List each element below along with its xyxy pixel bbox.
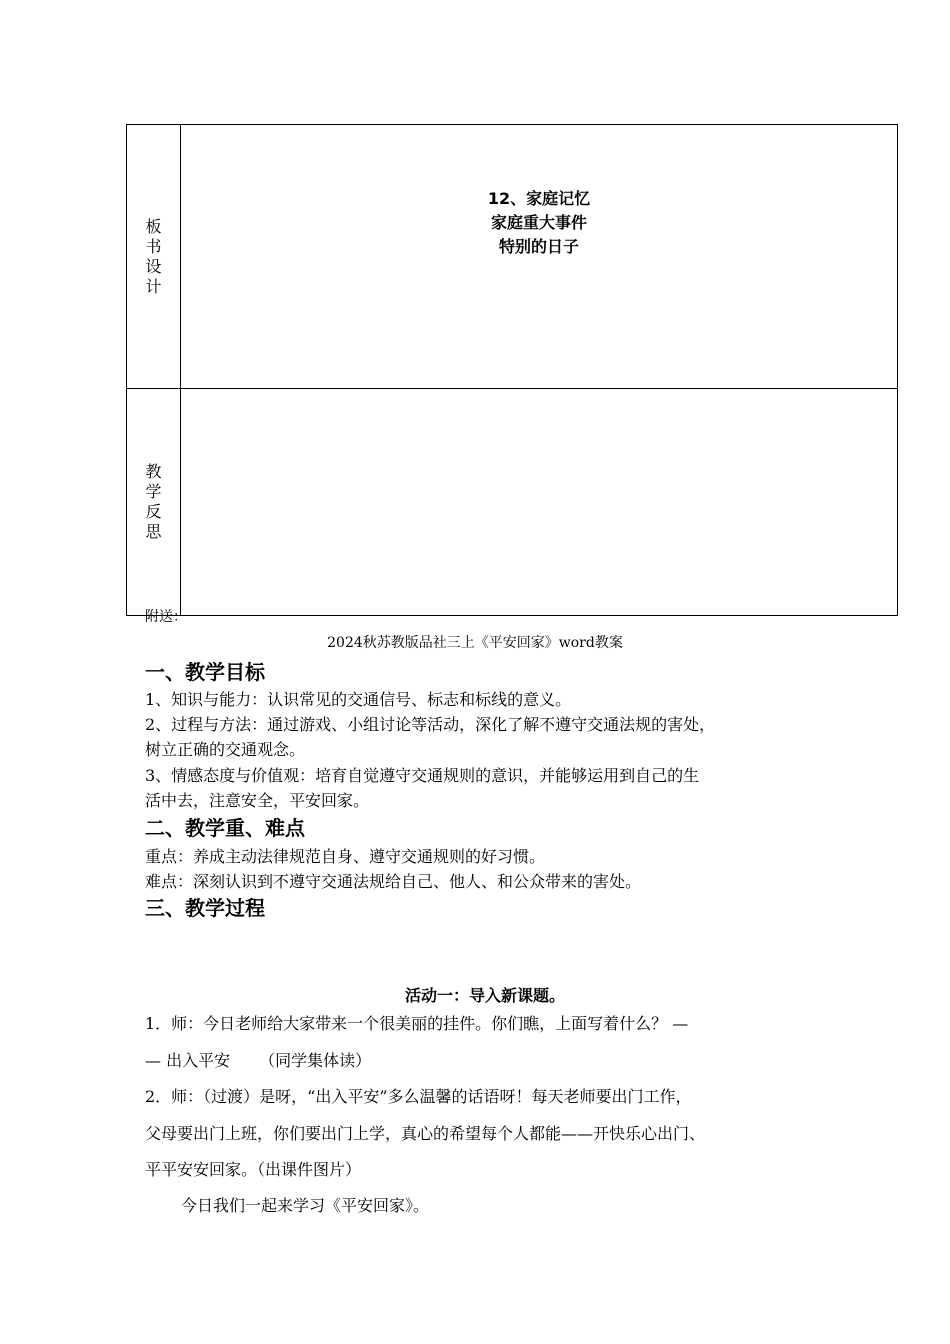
board-line-2: 家庭重大事件	[490, 213, 587, 232]
reflection-row	[127, 389, 898, 616]
goal-3-line-2: 活中去，注意安全，平安回家。	[145, 791, 370, 810]
reflection-label: 教学反思	[145, 462, 162, 541]
board-design-row	[127, 125, 898, 389]
goals-heading: 一、教学目标	[145, 660, 265, 684]
goal-1: 1、知识与能力：认识常见的交通信号、标志和标线的意义。	[145, 690, 572, 709]
activity-line-1: 1．师：今日老师给大家带来一个很美丽的挂件。你们瞧，上面写着什么？ —	[145, 1014, 689, 1033]
activity-line-2: — 出入平安 （同学集体读）	[145, 1051, 372, 1070]
key-point: 重点：养成主动法律规范自身、遵守交通规则的好习惯。	[145, 847, 546, 866]
activity-line-3: 2．师：（过渡）是呀，“出入平安”多么温馨的话语呀！每天老师要出门工作，	[145, 1087, 692, 1106]
appendix-title: 2024秋苏教版品社三上《平安回家》word教案	[327, 635, 623, 651]
goal-2-line-1: 2、过程与方法：通过游戏、小组讨论等活动，深化了解不遵守交通法规的害处，	[145, 715, 716, 734]
activity-title: 活动一：导入新课题。	[404, 986, 565, 1005]
reflection-label-cell	[127, 389, 181, 616]
board-design-content	[181, 125, 898, 389]
board-line-1: 12、家庭记忆	[487, 189, 591, 208]
activity-line-6: 今日我们一起来学习《平安回家》。	[181, 1196, 430, 1215]
reflection-content	[181, 389, 898, 616]
lesson-table	[126, 124, 898, 616]
goal-2-line-2: 树立正确的交通观念。	[145, 740, 306, 759]
activity-line-5: 平平安安回家。（出课件图片）	[145, 1160, 362, 1179]
board-line-3: 特别的日子	[498, 237, 579, 256]
appendix-label: 附送：	[145, 609, 187, 625]
goal-3-line-1: 3、情感态度与价值观：培育自觉遵守交通规则的意识，并能够运用到自己的生	[145, 766, 700, 785]
activity-line-4: 父母要出门上班，你们要出门上学，真心的希望每个人都能——开快乐心出门、	[145, 1124, 706, 1143]
board-design-label: 板书设计	[145, 216, 162, 296]
process-heading: 三、教学过程	[145, 896, 265, 920]
key-points-heading: 二、教学重、难点	[145, 816, 305, 840]
board-design-label-cell	[127, 125, 181, 389]
difficult-point: 难点：深刻认识到不遵守交通法规给自己、他人、和公众带来的害处。	[145, 872, 642, 891]
